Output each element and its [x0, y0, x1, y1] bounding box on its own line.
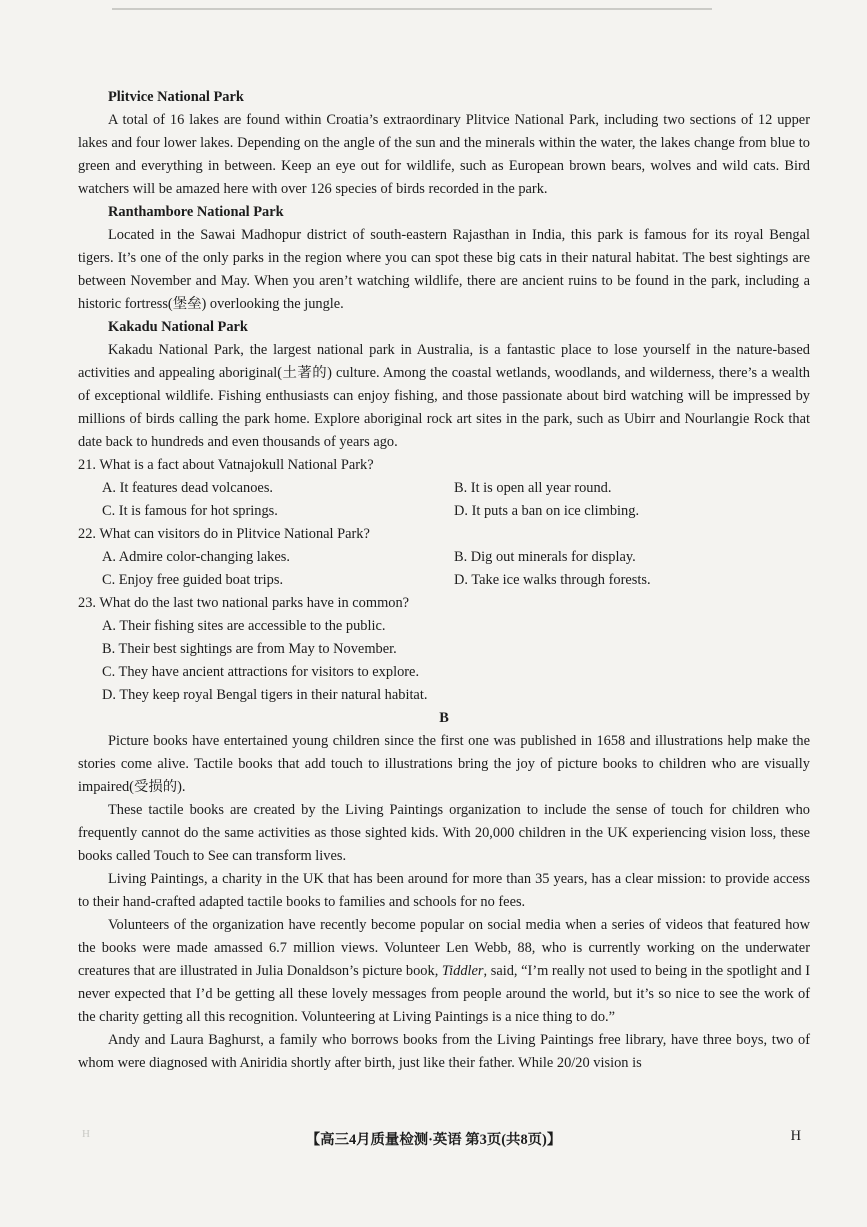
option-21-c: C. It is famous for hot springs.: [102, 503, 278, 519]
park-heading-ranthambore: Ranthambore National Park: [108, 204, 284, 220]
option-23-b: B. Their best sightings are from May to November.: [102, 641, 397, 657]
paragraph-4-lead: Volunteers of the organization have recently become popular on social media when a series of videos that featured how the books were made amassed 6.7 million views. Volunteer Len Webb, 88, who is currently working on the underwater creatures that are illustrated in Julia Donaldson’s picture book,: [78, 917, 810, 979]
passage-b-paragraph-4: [78, 914, 810, 1029]
question-23: 23. What do the last two national parks have in common?: [78, 595, 410, 611]
park-text-plitvice: A total of 16 lakes are found within Croatia’s extraordinary Plitvice National Park, including two sections of 12 upper lakes and four lower lakes. Depending on the angle of the sun and the minerals within the water, the lakes change from blue to green and everything in between. Keep an eye out for wildlife, such as European brown bears, wolves and wild cats. Bird watchers will be amazed here with over 126 species of birds recorded in the park.: [78, 112, 810, 197]
park-heading-plitvice: Plitvice National Park: [108, 89, 244, 105]
park-heading-kakadu: Kakadu National Park: [108, 319, 248, 335]
option-22-c: C. Enjoy free guided boat trips.: [102, 572, 284, 588]
question-21: 21. What is a fact about Vatnajokull National Park?: [78, 457, 374, 473]
passage-b-paragraph-1: Picture books have entertained young children since the first one was published in 1658 and illustrations help make the stories come alive. Tactile books that add touch to illustrations bring the joy of picture books to children who are visually impaired(受损的).: [78, 733, 810, 795]
option-21-b: B. It is open all year round.: [454, 480, 612, 496]
footer-title: 【高三4月质量检测·英语 第3页(共8页)】: [305, 1132, 562, 1148]
park-text-ranthambore: Located in the Sawai Madhopur district of south-eastern Rajasthan in India, this park is famous for its royal Bengal tigers. It’s one of the only parks in the region where you can spot these big cats in their natural habitat. The best sightings are between November and May. When you aren’t watching wildlife, there are ancient ruins to be found in the park, including a historic fortress(堡垒) overlooking the jungle.: [78, 227, 810, 312]
page-footer: [0, 1128, 867, 1149]
passage-b-paragraph-5: Andy and Laura Baghurst, a family who borrows books from the Living Paintings free library, have three boys, two of whom were diagnosed with Aniridia shortly after birth, just like their father. While 20/20 vision is: [78, 1032, 810, 1071]
question-22-options: [78, 546, 810, 592]
option-23-d: D. They keep royal Bengal tigers in their natural habitat.: [102, 687, 428, 703]
option-23-a: A. Their fishing sites are accessible to the public.: [102, 618, 386, 634]
question-21-options: [78, 477, 810, 523]
option-21-a: A. It features dead volcanoes.: [102, 480, 274, 496]
passage-b-paragraph-3: Living Paintings, a charity in the UK that has been around for more than 35 years, has a clear mission: to provide access to their hand-crafted adapted tactile books to families and schools for no fees.: [78, 871, 810, 910]
scan-edge-line: [112, 8, 712, 10]
faint-corner-mark: H: [82, 1128, 90, 1140]
option-22-b: B. Dig out minerals for display.: [454, 549, 636, 565]
paragraph-4-quote: , said, “I’m really not used to being in the spotlight and I never expected that I’d be getting all these lovely messages from people around the world, but it’s so nice to see the work of the charity getting all this recognition. Volunteering at Living Paintings is a nice thing to do.”: [78, 963, 810, 1025]
exam-page: [78, 86, 810, 1075]
book-title: Tiddler: [441, 963, 484, 979]
option-22-d: D. Take ice walks through forests.: [454, 572, 651, 588]
question-22: 22. What can visitors do in Plitvice National Park?: [78, 526, 370, 542]
section-b-label: B: [439, 710, 449, 726]
option-22-a: A. Admire color-changing lakes.: [102, 549, 290, 565]
option-23-c: C. They have ancient attractions for visitors to explore.: [102, 664, 420, 680]
paper-version-code: H: [790, 1128, 801, 1144]
park-text-kakadu: Kakadu National Park, the largest national park in Australia, is a fantastic place to lose yourself in the nature-based activities and appealing aboriginal(土著的) culture. Among the coastal wetlands, woodlands, and wilderness, there’s a wealth of exceptional wildlife. Fishing enthusiasts can enjoy fishing, and those passionate about bird watching will be impressed by millions of birds calling the park home. Explore aboriginal rock art sites in the park, such as Ubirr and Nourlangie Rock that date back to hundreds and even thousands of years ago.: [78, 342, 810, 450]
option-21-d: D. It puts a ban on ice climbing.: [454, 503, 640, 519]
passage-b-paragraph-2: These tactile books are created by the Living Paintings organization to include the sense of touch for children who frequently cannot do the same activities as those sighted kids. With 20,000 children in the UK experiencing vision loss, these books called Touch to See can transform lives.: [78, 802, 810, 864]
